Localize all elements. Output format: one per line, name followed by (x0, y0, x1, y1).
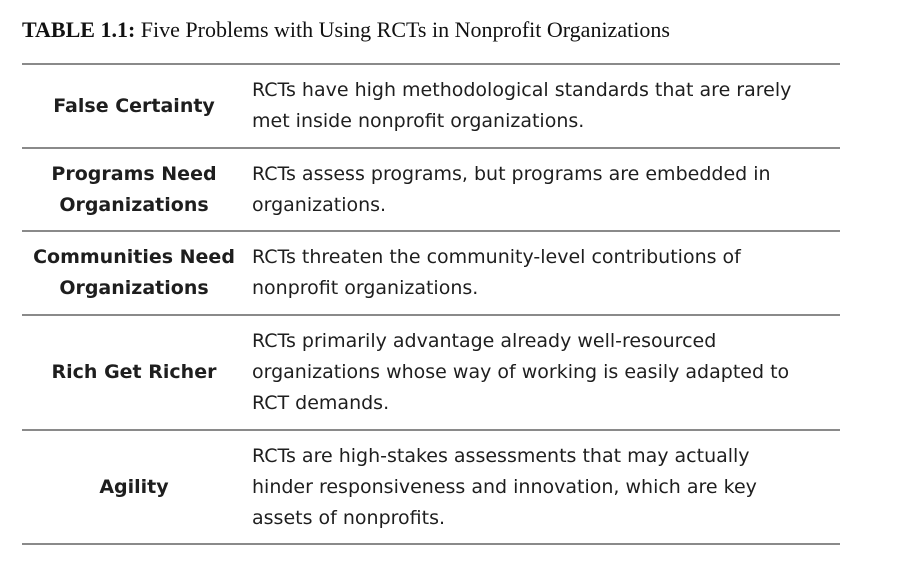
problem-cell (22, 472, 246, 503)
description-cell (246, 326, 840, 419)
description-line: assets of nonprofits. (252, 506, 446, 529)
problem-label: Programs Need (51, 162, 217, 185)
description-cell (246, 159, 840, 221)
problem-cell (22, 159, 246, 221)
table-caption-title: Five Problems with Using RCTs in Nonprofit Organizations (140, 17, 670, 42)
description-cell (246, 75, 840, 137)
table-caption-label: TABLE 1.1: (22, 17, 136, 42)
description-cell (246, 242, 840, 304)
problem-label: Rich Get Richer (51, 361, 217, 383)
problem-cell (22, 357, 246, 388)
problem-cell (22, 91, 246, 122)
description-line: met inside nonprofit organizations. (252, 110, 585, 132)
description-cell (246, 441, 840, 534)
problem-label: False Certainty (53, 94, 215, 117)
problems-table (22, 63, 840, 545)
description-line: hinder responsiveness and innovation, which are key (252, 475, 757, 498)
description-line: organizations. (252, 193, 387, 216)
problem-cell (22, 242, 246, 304)
description-line: RCTs primarily advantage already well-resourced (252, 330, 717, 352)
table-row (22, 149, 840, 232)
description-line: RCT demands. (252, 392, 390, 414)
problem-label: Organizations (59, 277, 209, 299)
problem-label: Organizations (59, 193, 209, 216)
table-row (22, 65, 840, 149)
table-caption (22, 17, 670, 43)
description-line: RCTs assess programs, but programs are embedded in (252, 162, 771, 185)
table-row (22, 316, 840, 431)
description-line: organizations whose way of working is easily adapted to (252, 361, 790, 383)
description-line: RCTs threaten the community-level contributions of (252, 246, 741, 268)
problem-label: Agility (99, 475, 169, 498)
table-row (22, 232, 840, 316)
description-line: RCTs are high-stakes assessments that may actually (252, 444, 750, 467)
description-line: RCTs have high methodological standards that are rarely (252, 79, 792, 101)
table-row (22, 431, 840, 545)
problem-label: Communities Need (33, 246, 235, 268)
description-line: nonprofit organizations. (252, 277, 479, 299)
